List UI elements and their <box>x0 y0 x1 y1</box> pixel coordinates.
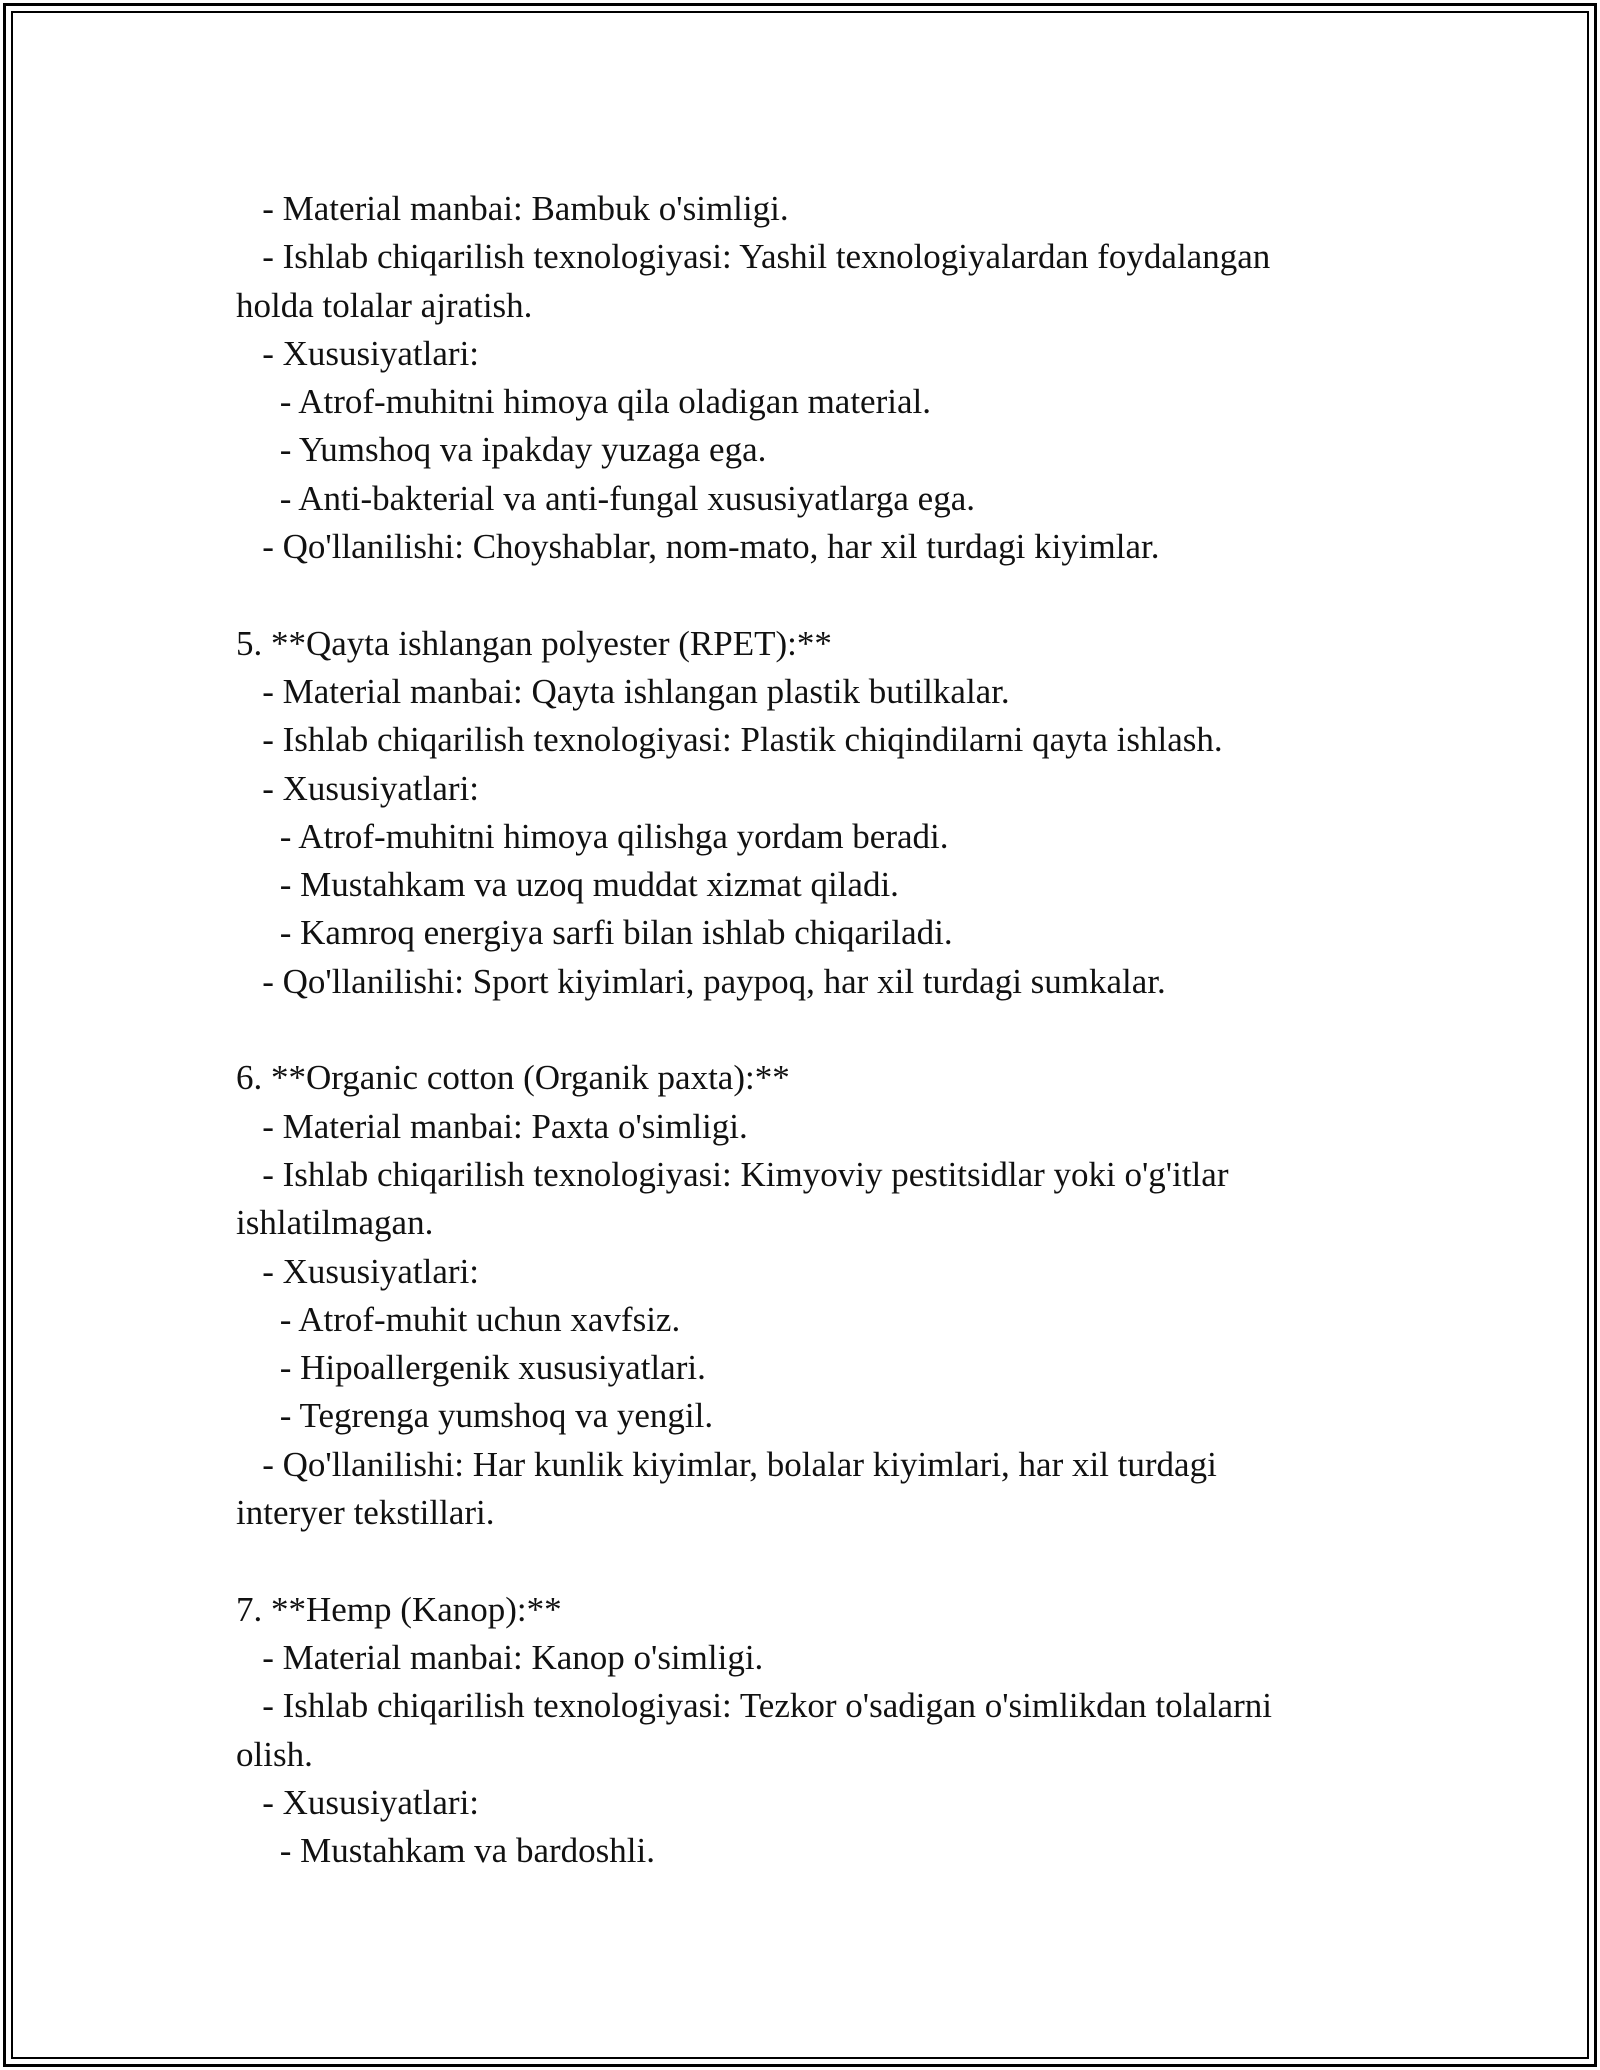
text-line: - Mustahkam va bardoshli. <box>236 1831 655 1871</box>
text-line: - Ishlab chiqarilish texnologiyasi: Plastik chiqindilarni qayta ishlash. <box>236 720 1223 760</box>
text-line: - Atrof-muhitni himoya qila oladigan material. <box>236 382 931 422</box>
text-line: - Ishlab chiqarilish texnologiyasi: Yashil texnologiyalardan foydalangan <box>236 237 1271 277</box>
text-line: - Qo'llanilishi: Har kunlik kiyimlar, bolalar kiyimlari, har xil turdagi <box>236 1444 1217 1484</box>
text-line: - Yumshoq va ipakday yuzaga ega. <box>236 430 767 470</box>
text-line: - Xususiyatlari: <box>236 333 480 373</box>
text-line: ishlatilmagan. <box>236 1203 434 1243</box>
text-line: - Kamroq energiya sarfi bilan ishlab chiqariladi. <box>236 913 953 953</box>
text-line: - Ishlab chiqarilish texnologiyasi: Kimyoviy pestitsidlar yoki o'g'itlar <box>236 1154 1229 1194</box>
text-line: - Hipoallergenik xususiyatlari. <box>236 1348 706 1388</box>
text-line: - Mustahkam va uzoq muddat xizmat qiladi. <box>236 865 899 905</box>
text-line: - Qo'llanilishi: Choyshablar, nom-mato, har xil turdagi kiyimlar. <box>236 527 1160 567</box>
text-line: - Xususiyatlari: <box>236 768 480 808</box>
text-line: - Xususiyatlari: <box>236 1251 480 1291</box>
text-line: - Qo'llanilishi: Sport kiyimlari, paypoq, har xil turdagi sumkalar. <box>236 961 1166 1001</box>
text-line: - Ishlab chiqarilish texnologiyasi: Tezkor o'sadigan o'simlikdan tolalarni <box>236 1686 1272 1726</box>
text-line: olish. <box>236 1734 313 1774</box>
section-heading: 6. **Organic cotton (Organik paxta):** <box>236 1058 790 1098</box>
text-line: holda tolalar ajratish. <box>236 285 533 325</box>
text-line: - Material manbai: Qayta ishlangan plastik butilkalar. <box>236 671 1010 711</box>
blank-line <box>236 571 1356 619</box>
text-line: - Tegrenga yumshoq va yengil. <box>236 1396 714 1436</box>
text-line: - Material manbai: Paxta o'simligi. <box>236 1106 748 1146</box>
blank-line <box>236 1006 1356 1054</box>
text-line: - Material manbai: Kanop o'simligi. <box>236 1637 764 1677</box>
blank-line <box>236 1537 1356 1585</box>
text-line: - Material manbai: Bambuk o'simligi. <box>236 189 789 228</box>
section-heading: 7. **Hemp (Kanop):** <box>236 1589 562 1629</box>
text-line: - Anti-bakterial va anti-fungal xususiyatlarga ega. <box>236 478 975 518</box>
text-line: - Xususiyatlari: <box>236 1782 480 1822</box>
document-body <box>236 185 1356 1875</box>
text-line: - Atrof-muhitni himoya qilishga yordam beradi. <box>236 816 949 856</box>
section-heading: 5. **Qayta ishlangan polyester (RPET):** <box>236 623 832 663</box>
text-line: interyer tekstillari. <box>236 1493 495 1533</box>
text-line: - Atrof-muhit uchun xavfsiz. <box>236 1299 681 1339</box>
